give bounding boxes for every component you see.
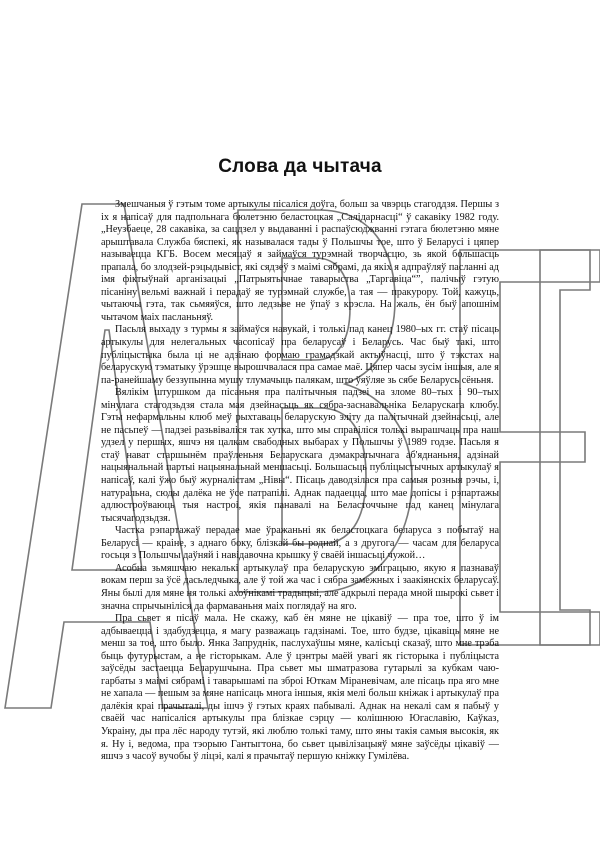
page-title: Слова да чытача xyxy=(218,156,382,177)
paragraph: Вялікім штуршком да пісаньня пра палітычныя падзеі на зломе 80–тых і 90–тых мінулага стагодзьдзя стала мая дзейнасьць як сябра-заснавальніка Беларускага клюбу. Гэты нефармальны клюб меў рыхтаваць беларускую эліту да палітычнай дзейнасьці, але не пасьпеў — падзеі разьвіваліся так хутка, што мы справіліся толькі вырашчаць пра наш удзел у першых, яшчэ ня цалкам свабодных выбарах у Польшчы ў 1989 годзе. Пасьля я стаў нават старшынём праўленьня Беларускага дэмакратычнага аб'яднаньня, адзінай нацыянальнай партыі нацыянальнай меншасьці. Большасьць публіцыстычных артыкулаў я напісаў, калі ўжо быў журналістам „Нівы“. Пісаць даводзілася пра самыя розныя рэчы, і, натуральна, сюды далёка не ўсе патрапілі. Аднак падаецца, што мае допісы і рэпартажы адлюстроўваюць тыя настроі, якія панавалі на Беласточчыне пад канец мінулага тысячагодзьдзя. xyxy=(101,387,499,524)
body-text xyxy=(101,199,499,764)
paragraph: Пасьля выхаду з турмы я займаўся навукай, і толькі пад канец 1980–ых гг. стаў пісаць артыкулы для нелегальных часопісаў пра беларусаў і Беларусь. Час быў такі, што публіцыстыка была ці не адзінаю формаю грамадзкай актыўнасці, што ў тэкстах на беларускую тэматыку ўрэшце вырошчвалася пра самае маё. Цяпер часы зусім іншыя, але я па-ранейшаму беззупынна мушу тлумачыць палякам, што ўяўляе зь сябе Беларусь сёньня. xyxy=(101,324,499,386)
paragraph: Пра сьвет я пісаў мала. Не скажу, каб ён мяне не цікавіў — пра тое, што ў ім адбываецца і здабудзецца, я магу разважаць гадзінамі. Тое, што будзе, цікавіць мяне не менш за тое, што было. Янка Запруднік, паслухаўшы мяне, калісьці сказаў, што мне трэба быць футурыстам, а не гісторыкам. Але ў цэнтры маёй увагі як гісторыка і публіцыста заўсёды застаецца Беларушчына. Пра сьвет мы шматразова гутарылі за кубкам чаю-гарбаты з маімі сябрамі і таварышамі па зброі Юткам Міраневічам, але пісаць пра яго мне не хапала — пешым за мяне напісаць многа іншыя, якія мелі больш кніжак і артыкулаў пра далёкія краі прачыталі, ды ішчэ ў гэтых краях пабывалі. Аднак на некалі сам я пабыў у сваёй час напісаліся артыкулы пра блізкае сэрцу — колішнюю Югаславію, Каўказ, Украіну, ды пра лёс народу тутэй, які люблю толькі таму, што яны такія самыя высокія, як я. Ну і, ведома, пра тэорыю Гантыгтона, бо сьвет цывілізацыяў мяне заўсёды цікавіў — яшчэ з часоў вучобы ў ліцэі, калі я прачытаў першую кніжку Гумілёва. xyxy=(101,613,499,763)
paragraph: Частка рэпартажаў перадае мае ўражаньні як беластоцкага беларуса з побытаў на Беларусі — краіне, з аднаго боку, блізкай бы роднай, а з другога — часам для беларуса госьця з Польшчы даўняй і навідавочна крышку ў сваёй іншасьці чужой… xyxy=(101,525,499,562)
paragraph: Асобна зьмяшчаю некалькі артыкулаў пра беларускую эміграцыю, якую я пазнаваў вокам перш за ўсё дасьледчыка, але ў той жа час і сябра замежных і заакіянскіх беларусаў. Яны былі для мяне ня толькі ахоўнікамі традыцыі, але адкрылі перада мной шырокі сьвет і значна спрычыніліся да фармаваньня маіх поглядаў на яго. xyxy=(101,562,499,612)
paragraph: Змешчаныя ў гэтым томе артыкулы пісаліся доўга, больш за чвэрць стагоддзя. Першы з іх я напісаў для падпольнага бюлетэню беластоцкая „Салідарнасці“ ў сакавіку 1982 году. „Неузбаеце, 28 сакавіка, за сацдзел у выдаванні і распаўсюджванні гэтага бюлетэню мяне арыштавала Служба бяспекі, як называлася тады ў Польшчы тое, што ў Беларусі і цяпер называецца КГБ. Восем месяцаў я займаўся турэмнай творчасцю, зь якой большасць прапала, бо злодзей-рэцыдывіст, які сядзеў з маімі сябрамі, да якіх я адпраўляў пасланні ад імя фіктыўнай арганізацыі „Патрыятычнае таварыства „Таргавіца“”, палічыў гэтую пісаніну вельмі важнай і перадаў яе турэмнай службе, а тая — пракурору. Той, кажуць, чытаючы гэта, так сьмяяўся, што ледзьве не ўпаў з крэсла. На жаль, ён быў апошнім чытачом маіх пасланьняў. xyxy=(101,199,499,323)
